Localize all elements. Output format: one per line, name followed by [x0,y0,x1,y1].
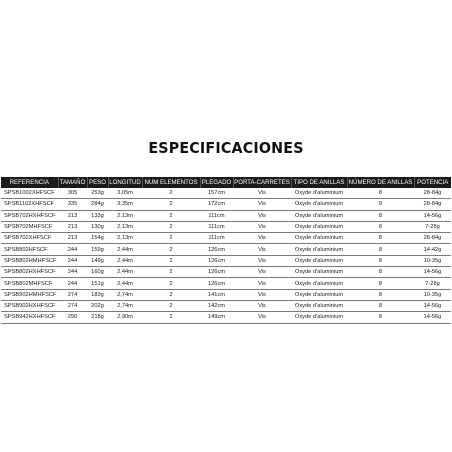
cell-tipo-de-anillas: Oxyde d'aluminium [291,267,347,278]
cell-potencia: 10-35g [414,289,451,300]
cell-plegado: 172cm [200,199,233,210]
cell-plegado: 142cm [200,300,233,311]
cell-longitud: 2,44m [108,267,142,278]
cell-longitud: 2,13m [108,233,142,244]
table-row [1,267,451,278]
cell-tamano: 290 [58,312,87,323]
cell-tamano: 213 [58,210,87,221]
cell-peso: 284g [87,199,108,210]
table-row [1,188,451,199]
cell-peso: 159g [87,244,108,255]
cell-tamano: 335 [58,199,87,210]
cell-referencia: SPSB802HXHFSCF [1,267,58,278]
page-title: ESPECIFICACIONES [148,139,304,157]
cell-porta-carretes: Vis [233,210,291,221]
table-row [1,244,451,255]
cell-potencia: 14-56g [414,312,451,323]
cell-num-elementos: 2 [142,267,200,278]
header-row [1,177,451,188]
cell-porta-carretes: Vis [233,221,291,232]
cell-porta-carretes: Vis [233,300,291,311]
cell-tamano: 244 [58,267,87,278]
cell-referencia: SPSB902HXHFSCF [1,300,58,311]
table-row [1,233,451,244]
cell-referencia: SPSB942HXHFSCF [1,312,58,323]
cell-potencia: 14-56g [414,300,451,311]
cell-numero-de-anillas: 8 [347,188,414,199]
cell-tipo-de-anillas: Oxyde d'aluminium [291,188,347,199]
cell-referencia: SPSB902HMHFSCF [1,289,58,300]
cell-numero-de-anillas: 8 [347,312,414,323]
cell-tamano: 305 [58,188,87,199]
table-header [1,177,451,188]
cell-referencia: SPSB702HXHFSCF [1,210,58,221]
cell-plegado: 149cm [200,312,233,323]
cell-longitud: 3,35m [108,199,142,210]
cell-numero-de-anillas: 8 [347,267,414,278]
header-tipo-de-anillas: TIPO DE ANILLAS [291,177,347,188]
table-body [1,188,451,323]
cell-num-elementos: 2 [142,312,200,323]
cell-tipo-de-anillas: Oxyde d'aluminium [291,199,347,210]
cell-porta-carretes: Vis [233,255,291,266]
cell-peso: 133g [87,210,108,221]
cell-potencia: 14-56g [414,210,451,221]
cell-tipo-de-anillas: Oxyde d'aluminium [291,300,347,311]
cell-tamano: 274 [58,289,87,300]
cell-porta-carretes: Vis [233,244,291,255]
cell-longitud: 2,74m [108,300,142,311]
cell-peso: 151g [87,278,108,289]
header-peso: PESO [87,177,108,188]
cell-num-elementos: 2 [142,188,200,199]
cell-num-elementos: 2 [142,300,200,311]
cell-porta-carretes: Vis [233,233,291,244]
cell-potencia: 10-35g [414,255,451,266]
cell-plegado: 111cm [200,221,233,232]
cell-longitud: 2,13m [108,210,142,221]
cell-tamano: 213 [58,221,87,232]
cell-tipo-de-anillas: Oxyde d'aluminium [291,221,347,232]
cell-porta-carretes: Vis [233,267,291,278]
cell-peso: 160g [87,267,108,278]
cell-peso: 253g [87,188,108,199]
cell-plegado: 111cm [200,210,233,221]
cell-numero-de-anillas: 8 [347,300,414,311]
cell-porta-carretes: Vis [233,199,291,210]
cell-potencia: 14-56g [414,267,451,278]
header-porta-carretes: PORTA-CARRETES [234,179,290,186]
cell-tamano: 244 [58,255,87,266]
cell-potencia: 28-84g [414,233,451,244]
table-row [1,221,451,232]
cell-numero-de-anillas: 8 [347,278,414,289]
cell-peso: 149g [87,255,108,266]
cell-potencia: 14-42g [414,244,451,255]
header-potencia: POTENCIA [414,177,451,188]
cell-num-elementos: 2 [142,244,200,255]
cell-longitud: 2,44m [108,244,142,255]
header-numero-de-anillas: NÚMERO DE ANILLAS [348,179,413,186]
cell-plegado: 126cm [200,278,233,289]
cell-numero-de-anillas: 8 [347,233,414,244]
header-plegado: PLEGADO [201,179,232,186]
table-row [1,300,451,311]
cell-longitud: 2,90m [108,312,142,323]
cell-porta-carretes: Vis [233,278,291,289]
header-num-elementos: NUM ELEMENTOS [142,177,200,188]
cell-plegado: 111cm [200,233,233,244]
cell-num-elementos: 2 [142,255,200,266]
cell-tipo-de-anillas: Oxyde d'aluminium [291,244,347,255]
cell-referencia: SPSB802HFSCF [1,244,58,255]
cell-num-elementos: 2 [142,221,200,232]
cell-potencia: 7-28g [414,221,451,232]
cell-peso: 218g [87,312,108,323]
cell-potencia: 28-84g [414,199,451,210]
cell-num-elementos: 2 [142,210,200,221]
header-tamano: TAMAÑO [59,179,86,186]
cell-num-elementos: 2 [142,278,200,289]
cell-tamano: 244 [58,244,87,255]
cell-tamano: 213 [58,233,87,244]
cell-tipo-de-anillas: Oxyde d'aluminium [291,255,347,266]
table-row [1,278,451,289]
cell-peso: 202g [87,300,108,311]
cell-referencia: SPSB802MHFSCF [1,278,58,289]
specifications-table [1,177,451,324]
cell-longitud: 2,74m [108,289,142,300]
cell-peso: 130g [87,221,108,232]
cell-referencia: SPSB1102XHFSCF [1,199,58,210]
cell-tipo-de-anillas: Oxyde d'aluminium [291,210,347,221]
cell-potencia: 28-84g [414,188,451,199]
cell-num-elementos: 2 [142,199,200,210]
cell-numero-de-anillas: 8 [347,221,414,232]
cell-plegado: 141cm [200,289,233,300]
cell-tamano: 274 [58,300,87,311]
table-row [1,210,451,221]
cell-longitud: 2,44m [108,278,142,289]
cell-numero-de-anillas: 8 [347,244,414,255]
cell-tipo-de-anillas: Oxyde d'aluminium [291,312,347,323]
cell-plegado: 126cm [200,244,233,255]
cell-peso: 154g [87,233,108,244]
cell-referencia: SPSB802HMHFSCF [1,255,58,266]
cell-numero-de-anillas: 8 [347,210,414,221]
header-longitud: LONGITUD [109,179,141,186]
cell-porta-carretes: Vis [233,289,291,300]
cell-num-elementos: 2 [142,233,200,244]
cell-referencia: SPSB1002XHFSCF [1,188,58,199]
cell-longitud: 2,13m [108,221,142,232]
cell-tipo-de-anillas: Oxyde d'aluminium [291,278,347,289]
cell-num-elementos: 2 [142,289,200,300]
cell-plegado: 126cm [200,267,233,278]
cell-referencia: SPSB702XHFSCF [1,233,58,244]
cell-tipo-de-anillas: Oxyde d'aluminium [291,233,347,244]
cell-peso: 183g [87,289,108,300]
cell-longitud: 3,05m [108,188,142,199]
cell-referencia: SPSB702MHFSCF [1,221,58,232]
table-row [1,312,451,323]
cell-tipo-de-anillas: Oxyde d'aluminium [291,289,347,300]
header-referencia: REFERENCIA [1,177,58,188]
table-row [1,289,451,300]
cell-porta-carretes: Vis [233,188,291,199]
cell-numero-de-anillas: 8 [347,255,414,266]
cell-plegado: 157cm [200,188,233,199]
cell-potencia: 7-28g [414,278,451,289]
cell-longitud: 2,44m [108,255,142,266]
table-row [1,199,451,210]
cell-numero-de-anillas: 9 [347,199,414,210]
cell-numero-de-anillas: 8 [347,289,414,300]
cell-tamano: 244 [58,278,87,289]
cell-plegado: 126cm [200,255,233,266]
cell-porta-carretes: Vis [233,312,291,323]
table-row [1,255,451,266]
